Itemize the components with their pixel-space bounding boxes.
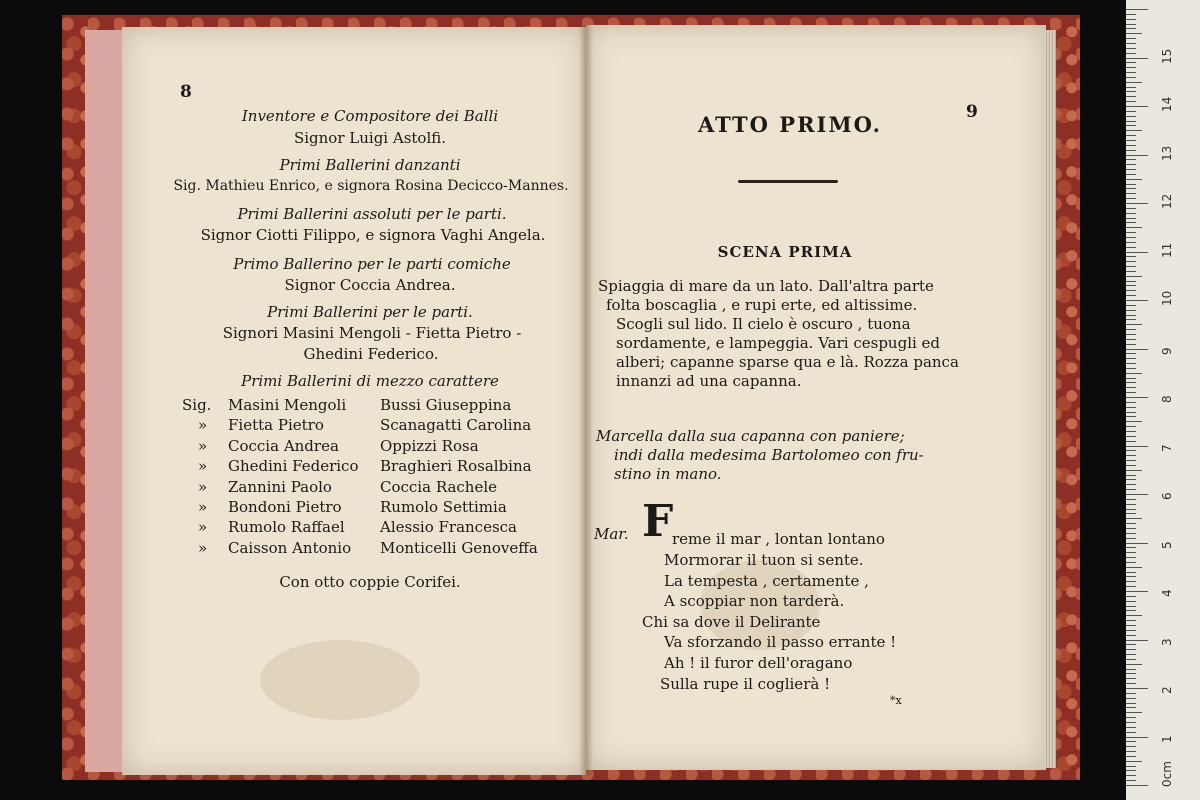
speaker-label: Mar. (594, 525, 629, 543)
ruler-tick (1126, 766, 1136, 767)
ruler-tick (1126, 344, 1136, 345)
ruler-tick (1126, 416, 1136, 417)
ruler-tick (1126, 465, 1136, 466)
section-heading: Inventore e Compositore dei Balli (241, 107, 499, 125)
ruler-tick (1126, 261, 1136, 262)
ruler-tick (1126, 455, 1136, 456)
roster-bullet: » (198, 416, 208, 435)
verse-line: reme il mar , lontan lontano (672, 530, 885, 548)
ruler-tick (1126, 460, 1136, 461)
ruler-tick (1126, 712, 1142, 713)
ruler-tick (1126, 780, 1136, 781)
ruler-tick (1126, 358, 1136, 359)
ruler-tick (1126, 363, 1136, 364)
description-line: folta boscaglia , e rupi erte, ed altissime. (606, 296, 918, 314)
direction-line: Marcella dalla sua capanna con paniere; (596, 427, 905, 445)
ruler-tick (1126, 96, 1136, 97)
scene-description (598, 277, 959, 391)
ruler-tick (1126, 678, 1136, 679)
direction-line: stino in mano. (614, 465, 722, 483)
scene-title: SCENA PRIMA (717, 243, 853, 261)
corifei-note: Con otto coppie Corifei. (279, 573, 461, 591)
ruler-tick (1126, 499, 1136, 500)
ruler-tick (1126, 184, 1136, 185)
ruler-tick (1126, 683, 1136, 684)
ruler-tick (1126, 494, 1148, 495)
act-title: ATTO PRIMO. (698, 112, 882, 137)
ruler-number: 15 (1160, 48, 1174, 64)
ruler-tick (1126, 436, 1136, 437)
ruler-tick (1126, 125, 1136, 126)
ruler-tick (1126, 62, 1136, 63)
ruler-tick (1126, 305, 1136, 306)
ruler-tick (1126, 295, 1136, 296)
section-line: Signor Ciotti Filippo, e signora Vaghi Angela. (200, 226, 546, 244)
ruler-tick (1126, 528, 1136, 529)
description-line: Spiaggia di mare da un lato. Dall'altra parte (598, 277, 934, 295)
ruler-tick (1126, 475, 1136, 476)
ruler-tick (1126, 382, 1136, 383)
verse-line: Mormorar il tuon si sente. (664, 551, 864, 569)
ruler-tick (1126, 315, 1136, 316)
ruler-tick (1126, 271, 1136, 272)
drop-cap: F (642, 496, 674, 547)
description-line: innanzi ad una capanna. (616, 372, 802, 390)
ruler-tick (1126, 82, 1142, 83)
ruler-tick (1126, 576, 1136, 577)
ruler-tick (1126, 150, 1136, 151)
ruler-tick (1126, 688, 1148, 689)
stage-direction (596, 427, 924, 484)
ruler-tick (1126, 606, 1136, 607)
section-line: Signor Coccia Andrea. (284, 276, 456, 294)
ruler-tick (1126, 281, 1136, 282)
ruler-tick (1126, 43, 1136, 44)
ruler-tick (1126, 300, 1148, 301)
ruler-tick (1126, 285, 1136, 286)
roster-woman: Braghieri Rosalbina (380, 457, 532, 476)
ruler-tick (1126, 329, 1136, 330)
direction-line: indi dalla medesima Bartolomeo con fru- (614, 446, 924, 464)
ruler-tick (1126, 484, 1136, 485)
ruler-tick (1126, 421, 1142, 422)
ruler-tick (1126, 615, 1142, 616)
ruler-tick (1126, 188, 1136, 189)
roster-man: Bondoni Pietro (228, 498, 342, 516)
ruler-number: 10 (1160, 290, 1174, 306)
ruler-tick (1126, 368, 1136, 369)
ruler-tick (1126, 703, 1136, 704)
ruler-number: 4 (1160, 589, 1174, 597)
roster-man: Rumolo Raffael (228, 518, 345, 537)
ruler-tick (1126, 33, 1142, 34)
ruler-tick (1126, 106, 1148, 107)
ruler-tick (1126, 9, 1148, 10)
ruler-tick (1126, 693, 1136, 694)
ruler-tick (1126, 252, 1148, 253)
ruler-number: 14 (1160, 96, 1174, 112)
ruler-tick (1126, 727, 1136, 728)
ruler-number: 8 (1160, 395, 1174, 403)
ruler-tick (1126, 208, 1136, 209)
ruler-tick (1126, 159, 1136, 160)
ruler-tick (1126, 669, 1136, 670)
ruler-tick (1126, 523, 1136, 524)
ruler-tick (1126, 145, 1136, 146)
roster-prefix: Sig. (182, 396, 212, 414)
ruler-tick (1126, 227, 1142, 228)
ruler-tick (1126, 504, 1136, 505)
ruler-tick (1126, 121, 1136, 122)
roster-man: Fietta Pietro (228, 416, 324, 435)
left-page-number: 8 (180, 82, 192, 102)
ruler-tick (1126, 266, 1136, 267)
signature-mark: *x (890, 694, 902, 707)
ruler-tick (1126, 732, 1136, 733)
ruler-tick (1126, 310, 1136, 311)
ruler-number: 9 (1160, 346, 1174, 355)
ruler-tick (1126, 630, 1136, 631)
ruler-tick (1126, 392, 1136, 393)
ruler-tick (1126, 256, 1136, 257)
ruler-tick (1126, 625, 1136, 626)
ruler-tick (1126, 155, 1148, 156)
ruler-tick (1126, 673, 1136, 674)
ruler-tick (1126, 562, 1136, 563)
ruler-tick (1126, 513, 1136, 514)
ruler-tick (1126, 620, 1136, 621)
ruler-tick (1126, 664, 1142, 665)
ruler-tick (1126, 77, 1136, 78)
ruler-tick (1126, 19, 1136, 20)
ruler-tick (1126, 557, 1136, 558)
ruler-tick (1126, 746, 1136, 747)
ruler-tick (1126, 722, 1136, 723)
verse-line: Chi sa dove il Delirante (642, 612, 821, 631)
ruler-tick (1126, 596, 1136, 597)
ruler-tick (1126, 489, 1136, 490)
ruler-tick (1126, 538, 1136, 539)
ruler-tick (1126, 213, 1136, 214)
roster-man: Caisson Antonio (228, 538, 352, 557)
ruler-number: 3 (1160, 637, 1174, 646)
description-line: alberi; capanne sparse qua e là. Rozza panca (616, 353, 959, 371)
book-gutter (579, 25, 593, 775)
section-heading: Primi Ballerini per le parti. (267, 303, 473, 321)
roster-man: Zannini Paolo (228, 477, 332, 496)
ruler-tick (1126, 751, 1136, 752)
roster-woman: Rumolo Settimia (380, 498, 507, 516)
ruler-number: 5 (1160, 540, 1174, 549)
ruler-tick (1126, 48, 1136, 49)
ruler-tick (1126, 14, 1136, 15)
ruler-tick (1126, 232, 1136, 233)
ruler-tick (1126, 58, 1148, 59)
ruler-tick (1126, 446, 1148, 447)
ruler-tick (1126, 479, 1136, 480)
ruler-tick (1126, 441, 1136, 442)
ruler-tick (1126, 135, 1136, 136)
ruler-tick (1126, 470, 1142, 471)
ruler-tick (1126, 635, 1136, 636)
ruler-number: 0cm (1160, 761, 1174, 787)
ruler-tick (1126, 87, 1136, 88)
ruler-tick (1126, 353, 1136, 354)
ruler-number: 6 (1160, 492, 1174, 500)
ruler-tick (1126, 741, 1136, 742)
roster-bullet: » (198, 436, 208, 455)
ruler-tick (1126, 640, 1148, 641)
ruler-tick (1126, 581, 1136, 582)
verse-line: Ah ! il furor dell'oragano (664, 654, 853, 672)
ruler-tick (1126, 130, 1142, 131)
ruler-tick (1126, 242, 1136, 243)
ruler-tick (1126, 24, 1136, 25)
ruler-tick (1126, 319, 1136, 320)
ruler-tick (1126, 218, 1136, 219)
section-line: Signori Masini Mengoli - Fietta Pietro - (222, 324, 522, 342)
roster-bullet: » (198, 498, 208, 516)
ruler-tick (1126, 698, 1136, 699)
ruler-tick (1126, 237, 1136, 238)
roster-man: Masini Mengoli (228, 396, 347, 414)
ruler-tick (1126, 290, 1136, 291)
title-rule (738, 180, 838, 183)
ruler-tick (1126, 247, 1136, 248)
ruler-tick (1126, 761, 1142, 762)
ruler-number: 2 (1160, 686, 1174, 694)
section-heading: Primo Ballerino per le parti comiche (233, 255, 511, 273)
ruler-tick (1126, 610, 1136, 611)
ruler-tick (1126, 567, 1142, 568)
ruler-tick (1126, 737, 1148, 738)
ruler-tick (1126, 349, 1148, 350)
ruler-tick (1126, 111, 1136, 112)
ruler-tick (1126, 591, 1148, 592)
ruler-number: 7 (1160, 443, 1174, 452)
ruler-tick (1126, 785, 1148, 786)
ruler-tick (1126, 426, 1136, 427)
roster-woman: Monticelli Genoveffa (380, 538, 538, 557)
roster-bullet: » (198, 477, 208, 496)
ruler-tick (1126, 28, 1136, 29)
ruler-tick (1126, 387, 1136, 388)
section-heading: Primi Ballerini assoluti per le parti. (237, 205, 507, 223)
ruler-tick (1126, 193, 1136, 194)
ruler-tick (1126, 649, 1136, 650)
ruler-tick (1126, 91, 1136, 92)
ruler-tick (1126, 407, 1136, 408)
ruler-tick (1126, 654, 1136, 655)
ruler-tick (1126, 586, 1136, 587)
ruler-tick (1126, 373, 1142, 374)
ruler-tick (1126, 38, 1136, 39)
ruler-tick (1126, 169, 1136, 170)
roster-bullet: » (198, 457, 208, 476)
ruler-number: 1 (1160, 734, 1174, 743)
ruler-tick (1126, 402, 1136, 403)
right-page-number: 9 (966, 102, 978, 122)
ruler-number: 13 (1160, 145, 1174, 161)
ruler-tick (1126, 116, 1136, 117)
ruler-tick (1126, 601, 1136, 602)
ruler-tick (1126, 397, 1148, 398)
ruler-tick (1126, 518, 1142, 519)
ruler-tick (1126, 140, 1136, 141)
ruler-tick (1126, 164, 1136, 165)
ruler-tick (1126, 552, 1136, 553)
ruler-tick (1126, 203, 1148, 204)
ruler-tick (1126, 412, 1136, 413)
roster-woman: Coccia Rachele (380, 477, 498, 496)
ruler-tick (1126, 717, 1136, 718)
verse-line: Va sforzando il passo errante ! (664, 633, 897, 652)
roster-man: Coccia Andrea (228, 436, 339, 455)
mezzo-heading: Primi Ballerini di mezzo carattere (241, 372, 499, 390)
verse-line: La tempesta , certamente , (664, 571, 869, 590)
ruler-tick (1126, 222, 1136, 223)
verse-line: A scoppiar non tarderà. (664, 592, 845, 611)
ruler-tick (1126, 533, 1136, 534)
section-line: Signor Luigi Astolfi. (293, 129, 447, 147)
section-line: Ghedini Federico. (303, 345, 439, 363)
ruler-number: 12 (1160, 193, 1174, 209)
ruler-number: 11 (1160, 242, 1174, 258)
ruler-tick (1126, 547, 1136, 548)
ruler-tick (1126, 644, 1136, 645)
section-heading: Primi Ballerini danzanti (279, 156, 461, 174)
ruler-tick (1126, 198, 1136, 199)
ruler-tick (1126, 339, 1136, 340)
verse-line: Sulla rupe il coglierà ! (660, 674, 831, 693)
ruler-tick (1126, 707, 1136, 708)
roster-bullet: » (198, 518, 208, 537)
ruler-tick (1126, 450, 1136, 451)
ruler-tick (1126, 756, 1136, 757)
ruler-tick (1126, 775, 1136, 776)
ruler-tick (1126, 543, 1148, 544)
roster-woman: Alessio Francesca (380, 518, 517, 537)
ruler-tick (1126, 324, 1142, 325)
ruler-tick (1126, 179, 1142, 180)
roster-woman: Bussi Giuseppina (380, 396, 512, 414)
page-edges (1044, 30, 1056, 768)
section-line: Sig. Mathieu Enrico, e signora Rosina Decicco-Mannes. (173, 178, 569, 194)
ruler-tick (1126, 770, 1136, 771)
ruler-tick (1126, 334, 1136, 335)
ruler-tick (1126, 378, 1136, 379)
measuring-ruler (1126, 0, 1200, 800)
roster-bullet: » (198, 538, 208, 557)
roster-woman: Oppizzi Rosa (380, 436, 479, 455)
ruler-tick (1126, 72, 1136, 73)
roster-man: Ghedini Federico (228, 457, 359, 476)
description-line: sordamente, e lampeggia. Vari cespugli ed (616, 334, 941, 352)
description-line: Scogli sul lido. Il cielo è oscuro , tuona (616, 315, 911, 333)
ruler-tick (1126, 431, 1136, 432)
ruler-tick (1126, 572, 1136, 573)
ruler-tick (1126, 53, 1136, 54)
ruler-tick (1126, 67, 1136, 68)
ruler-tick (1126, 174, 1136, 175)
paper-stain (260, 640, 420, 720)
ruler-tick (1126, 659, 1136, 660)
roster-woman: Scanagatti Carolina (380, 416, 532, 435)
ruler-tick (1126, 276, 1142, 277)
ruler-tick (1126, 509, 1136, 510)
ruler-tick (1126, 101, 1136, 102)
